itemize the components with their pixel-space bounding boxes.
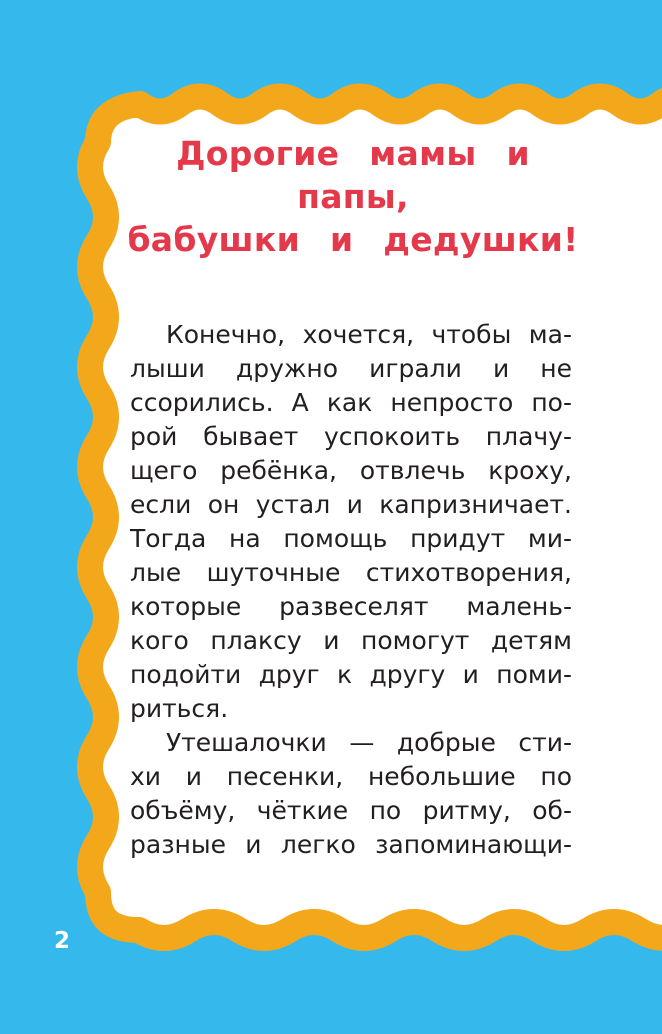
text-line: риться. [130, 694, 229, 723]
text-line: если он устал и капризничает. [130, 490, 572, 519]
text-line: которые развеселят малень- [130, 592, 572, 621]
text-line: разные и легко запоминающи- [130, 830, 572, 859]
text-line: кого плаксу и помогут детям [130, 626, 572, 655]
text-line: рой бывает успокоить плачу- [130, 422, 572, 451]
text-line: Утешалочки — добрые сти- [166, 728, 572, 757]
page-number: 2 [54, 928, 71, 954]
text-line: ссорились. А как непросто по- [130, 388, 572, 417]
page-heading [112, 132, 594, 261]
text-line: объёму, чёткие по ритму, об- [130, 796, 572, 825]
text-line: Тогда на помощь придут ми- [130, 524, 572, 553]
text-line: лые шуточные стихотворения, [130, 558, 572, 587]
body-text [130, 318, 572, 862]
text-line: подойти друг к другу и поми- [130, 660, 572, 689]
text-line: хи и песенки, небольшие по [130, 762, 572, 791]
heading-line: бабушки и дедушки! [127, 220, 579, 259]
text-line: лыши дружно играли и не [130, 354, 572, 383]
text-line: щего ребёнка, отвлечь кроху, [130, 456, 572, 485]
text-line: Конечно, хочется, чтобы ма- [166, 320, 572, 349]
heading-line: Дорогие мамы и папы, [176, 134, 530, 216]
